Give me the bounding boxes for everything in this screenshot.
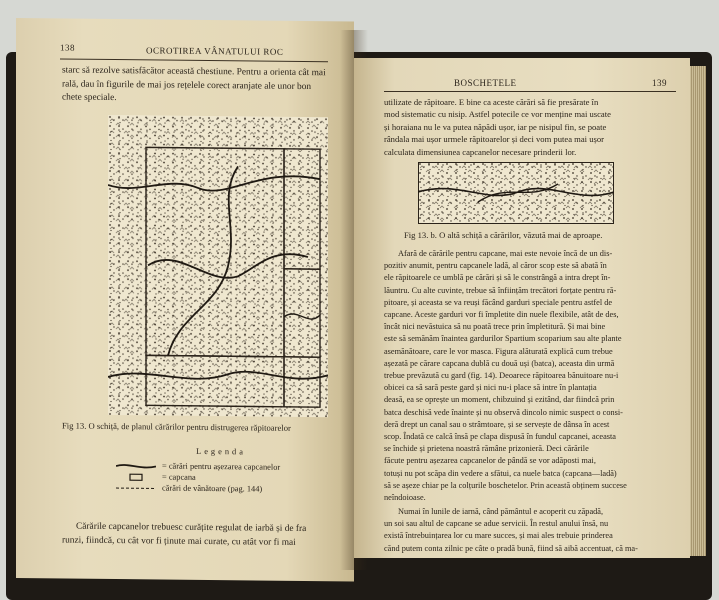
legend-title: Legenda — [196, 446, 246, 457]
right-final-text — [384, 506, 676, 555]
hunting-trail-icon — [116, 484, 156, 492]
text-line: să se așeze chiar pe la colțurile boschetelor. Prin această obținem succese — [384, 480, 627, 490]
text-line: Numai în lunile de iarnă, când pământul e acoperit cu zăpadă, — [398, 507, 604, 516]
text-line: mod sistematic cu nisip. Astfel potecile ce vor menține mai uscate — [384, 109, 611, 120]
text-line: se închide și prietena noastră rămâne prizonieră. Deci cărările — [384, 444, 589, 454]
left-intro-text — [62, 64, 332, 108]
text-line: făcute pentru așezarea capcanelor de pândă se vor adăposti mai, — [384, 456, 596, 466]
legend — [116, 445, 326, 495]
text-line: deră drept un canal sau o strâmtoare, și se servește de dânsa în acest — [384, 419, 610, 429]
right-head-rule — [384, 91, 676, 92]
text-line: capcane. Aceste garduri vor fi împletite din nuele flexibile, atât de des, — [384, 310, 619, 320]
right-running-head: BOSCHETELE — [454, 78, 517, 88]
text-line: rală, dau în figurile de mai jos rețelele corect aranjate ale unor bon — [62, 79, 312, 92]
text-line: utilizate de răpitoare. E bine ca aceste cărări să fie presărate în — [384, 97, 599, 107]
text-line: trebue prevăzută cu gard (fig. 14). Deoarece răpitoarea bănuitoare nu-i — [384, 371, 619, 381]
text-line: există întrebuințarea lor cu mare succes, și mai ales trebuie prinderea — [384, 531, 613, 541]
text-line: lăuntru. Cu alte cuvinte, trebue să înființăm trecători forțate pentru ră- — [384, 285, 617, 295]
page-edges — [690, 66, 706, 556]
left-page-number: 138 — [60, 42, 75, 53]
right-page — [354, 58, 690, 558]
text-line: un soi sau altul de capcane se adue servicii. În restul anului însă, nu — [384, 519, 609, 529]
text-line: cănd putem conta zilnic pe câte o pradă bună, fiind să aibă accentuat, că ma- — [384, 543, 638, 553]
text-line: încât nici nevăstuica să nu poată trece prin împletitură. Și mai bine — [384, 322, 606, 332]
text-line: așezată pe cărare capcana dublă cu două uși (batca), aceasta din urmă — [384, 358, 615, 368]
left-running-head: OCROTIREA VÂNATULUI ROC — [146, 45, 284, 57]
legend-label: = cărări pentru așezarea capcanelor — [162, 461, 281, 472]
text-line: starc să rezolve satisfăcător această chestiune. Pentru a orienta cât mai — [62, 65, 326, 79]
trail-map-figure — [108, 115, 328, 417]
right-page-number: 139 — [652, 78, 667, 88]
left-bottom-text — [62, 520, 334, 550]
text-line: scop. Îndată ce calcă însă pe clapa dispusă în fundul capcanei, aceasta — [384, 432, 616, 442]
legend-item — [116, 482, 326, 495]
text-line: și horaiana nu le va putea năpădi ușor, iar pe nisipul fin, se poate — [384, 121, 607, 132]
legend-label: cărări de vânătoare (pag. 144) — [162, 483, 263, 494]
legend-label: = capcana — [162, 472, 196, 482]
text-line: Afară de cărările pentru capcane, mai este nevoie încă de un dis- — [398, 249, 613, 258]
text-line: ele răpitoarele ce umblă pe cărări și să le constrângă a intra drept în- — [384, 273, 611, 283]
text-line: asemănătoare, care le vor masca. Figura alăturată explică cum trebue — [384, 346, 613, 356]
text-line: runzi, fiindcă, cu cât vor fi ținute mai curate, cu atât vor fi mai — [62, 535, 296, 548]
trap-icon — [116, 473, 156, 481]
right-figure-caption: Fig 13. b. O altă schiță a cărărilor, văzută mai de aproape. — [404, 230, 603, 240]
left-page — [16, 18, 354, 582]
text-line: totuși nu pot scăpa din vedere a sfătui, ca nuele batca (capcana—ladă) — [384, 468, 617, 478]
text-line: deasă, ea se oprește un moment, chibzuind și ezitând, dar fiindcă prin — [384, 395, 615, 405]
right-top-text — [384, 96, 676, 158]
text-line: pozitiv anumit, pentru capcanele ladă, al căror scop este să abată în — [384, 261, 607, 271]
right-body-text — [384, 248, 676, 504]
left-head-rule — [60, 58, 328, 62]
text-line: pitoare, și aceasta se va reuși făcând garduri speciale pentru astfel de — [384, 297, 613, 307]
text-line: batca deschisă vede înainte și nu observă dincolo nimic suspect o consi- — [384, 407, 623, 417]
text-line: Cărările capcanelor trebuesc curățite regulat de iarbă și de fra — [76, 521, 307, 535]
text-line: obicei ca să sară peste gard și nici nu-i place să intre în plantația — [384, 383, 597, 393]
text-line: neîndoioase. — [384, 493, 426, 503]
left-figure-caption: Fig 13. O schiță, de planul cărărilor pentru distrugerea răpitoarelor — [62, 420, 291, 433]
text-line: este să semănăm înaintea gardurilor Spartium scoparium sau alte plante — [384, 334, 622, 344]
text-line: rândala mai ușor urmele răpitoarelor și deci vom putea mai ușor — [384, 134, 605, 145]
text-line: chete speciale. — [62, 92, 117, 104]
trail-line-icon — [116, 462, 156, 470]
trail-detail-figure — [418, 162, 614, 224]
text-line: calculata dimensiunea capcanelor necesare prinderii lor. — [384, 146, 577, 157]
